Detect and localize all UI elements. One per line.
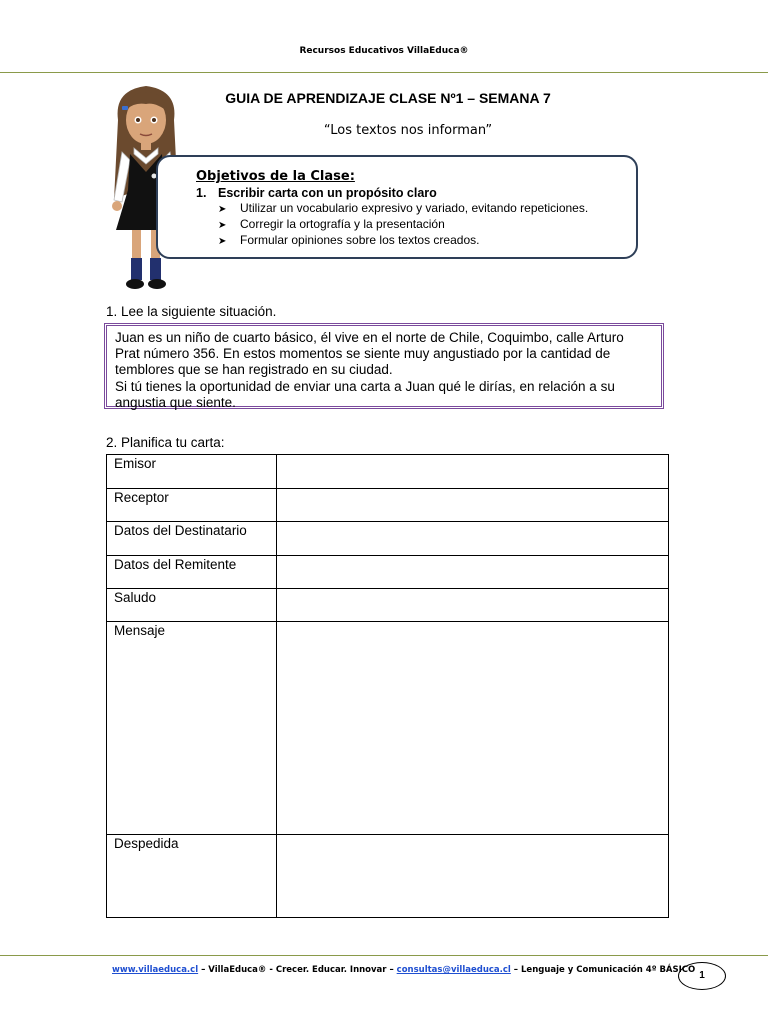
situation-line: temblores que se han registrado en su ciudad. xyxy=(115,362,393,378)
row-label: Receptor xyxy=(107,489,277,522)
answer-cell[interactable] xyxy=(277,556,669,589)
answer-cell[interactable] xyxy=(277,455,669,489)
arrowhead-bullet-icon: ➤ xyxy=(218,220,227,231)
table-row xyxy=(107,522,669,556)
objective-text: Escribir carta con un propósito claro xyxy=(218,186,437,200)
footer-divider xyxy=(0,955,768,956)
objective-number: 1. xyxy=(196,186,207,200)
row-label: Mensaje xyxy=(107,622,277,835)
objectives-box xyxy=(156,155,638,259)
objective-subitem-text: Utilizar un vocabulario expresivo y variado, evitando repeticiones. xyxy=(240,201,589,215)
table-row xyxy=(107,556,669,589)
row-label: Datos del Destinatario xyxy=(107,522,277,556)
email-link[interactable]: consultas@villaeduca.cl xyxy=(396,965,511,975)
table-row xyxy=(107,835,669,918)
table-row xyxy=(107,455,669,489)
page-number: 1 xyxy=(678,962,726,990)
arrowhead-bullet-icon: ➤ xyxy=(218,236,227,247)
situation-line: angustia que siente. xyxy=(115,394,236,410)
table-row xyxy=(107,622,669,835)
section1-label: 1. Lee la siguiente situación. xyxy=(106,304,277,319)
answer-cell[interactable] xyxy=(277,589,669,622)
footer xyxy=(112,965,696,975)
situation-box xyxy=(104,323,664,409)
table-row xyxy=(107,589,669,622)
objective-subitem-text: Formular opiniones sobre los textos creados. xyxy=(240,233,480,247)
footer-end: – Lenguaje y Comunicación 4º BÁSICO xyxy=(510,965,696,975)
objective-subitem xyxy=(218,201,588,215)
row-label: Emisor xyxy=(107,455,277,489)
objective-subitem xyxy=(218,217,445,231)
row-label: Despedida xyxy=(107,835,277,918)
guide-subtitle: “Los textos nos informan” xyxy=(323,123,493,138)
row-label: Datos del Remitente xyxy=(107,556,277,589)
guide-title: GUIA DE APRENDIZAJE CLASE Nº1 – SEMANA 7 xyxy=(225,90,551,106)
objective-subitem-text: Corregir la ortografía y la presentación xyxy=(240,217,445,231)
answer-cell[interactable] xyxy=(277,622,669,835)
header-title: Recursos Educativos VillaEduca® xyxy=(299,46,469,56)
section2-label: 2. Planifica tu carta: xyxy=(106,435,225,450)
answer-cell[interactable] xyxy=(277,489,669,522)
objective-item xyxy=(196,186,437,200)
situation-line: Prat número 356. En estos momentos se siente muy angustiado por la cantidad de xyxy=(115,346,611,362)
arrowhead-bullet-icon: ➤ xyxy=(218,204,227,215)
answer-cell[interactable] xyxy=(277,522,669,556)
table-row xyxy=(107,489,669,522)
situation-line: Si tú tienes la oportunidad de enviar una carta a Juan qué le dirías, en relación a su xyxy=(115,378,615,394)
row-label: Saludo xyxy=(107,589,277,622)
footer-middle: – VillaEduca® - Crecer. Educar. Innovar – xyxy=(198,965,397,975)
objectives-heading: Objetivos de la Clase: xyxy=(196,169,355,184)
answer-cell[interactable] xyxy=(277,835,669,918)
situation-line: Juan es un niño de cuarto básico, él vive en el norte de Chile, Coquimbo, calle Arturo xyxy=(115,330,624,345)
objective-subitem xyxy=(218,233,479,247)
letter-plan-table xyxy=(106,454,669,918)
website-link[interactable]: www.villaeduca.cl xyxy=(112,965,199,975)
header-divider xyxy=(0,72,768,73)
